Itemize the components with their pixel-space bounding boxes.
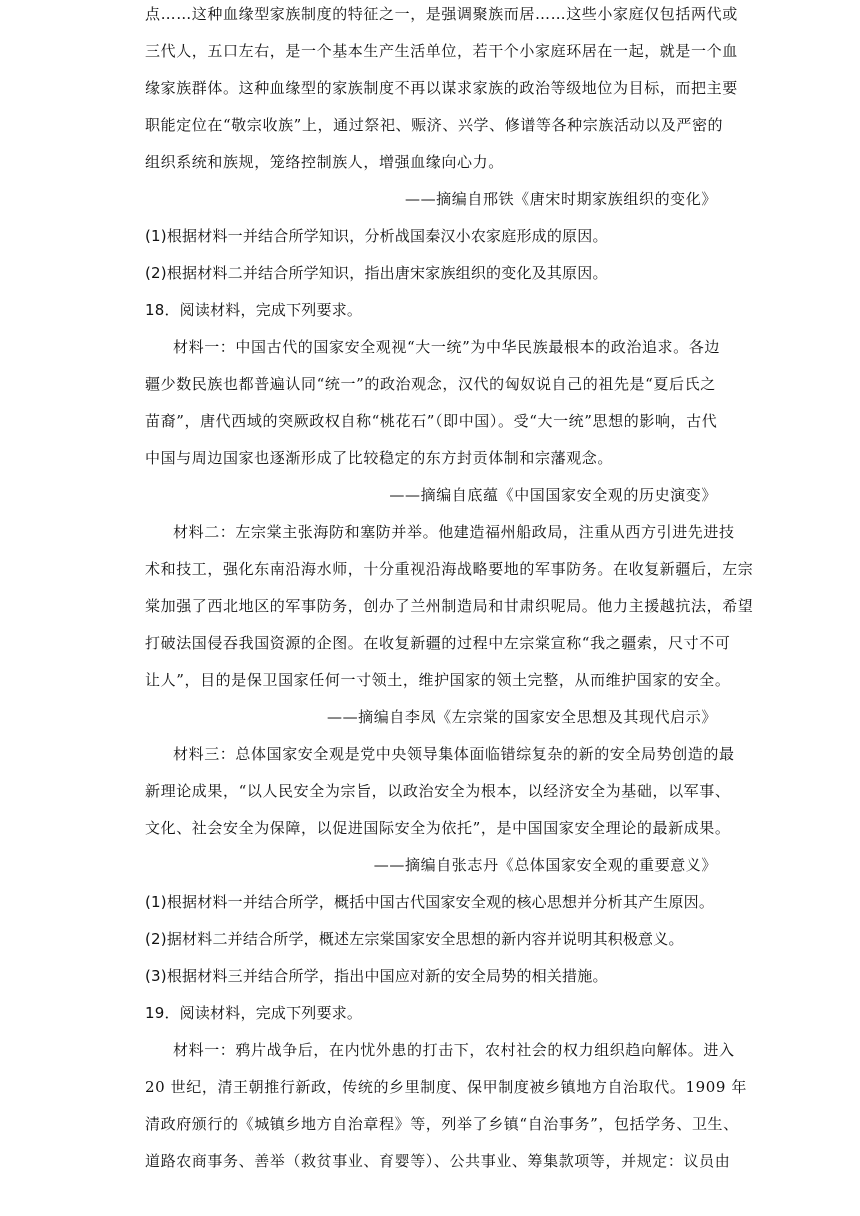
- text-line: 清政府颁行的《城镇乡地方自治章程》等，列举了乡镇“自治事务”，包括学务、卫生、: [145, 1115, 739, 1133]
- text-line: 三代人，五口左右，是一个基本生产生活单位，若干个小家庭环居在一起，就是一个血: [145, 42, 738, 60]
- text-line: 材料一：鸦片战争后，在内忧外患的打击下，农村社会的权力组织趋向解体。进入: [173, 1041, 735, 1059]
- question-item: (3)根据材料三并结合所学，指出中国应对新的安全局势的相关措施。: [145, 967, 608, 985]
- question-item: (2)根据材料二并结合所学知识，指出唐宋家族组织的变化及其原因。: [145, 264, 608, 282]
- text-line: 术和技工，强化东南沿海水师，十分重视沿海战略要地的军事防务。在收复新疆后，左宗: [145, 560, 754, 578]
- text-line: 缘家族群体。这种血缘型的家族制度不再以谋求家族的政治等级地位为目标，而把主要: [145, 79, 738, 97]
- text-line: 疆少数民族也都普遍认同“统一”的政治观念，汉代的匈奴说自己的祖先是“夏后氏之: [145, 375, 716, 393]
- text-line: 点……这种血缘型家族制度的特征之一，是强调聚族而居……这些小家庭仅包括两代或: [145, 5, 738, 23]
- text-line: 中国与周边国家也逐渐形成了比较稳定的东方封贡体制和宗藩观念。: [145, 449, 614, 467]
- text-line: 材料三：总体国家安全观是党中央领导集体面临错综复杂的新的安全局势创造的最: [173, 745, 735, 763]
- text-line: 苗裔”，唐代西域的突厥政权自称“桃花石”（即中国）。受“大一统”思想的影响，古代: [145, 412, 718, 430]
- source-citation: ——摘编自张志丹《总体国家安全观的重要意义》: [373, 856, 717, 874]
- text-line: 让人”，目的是保卫国家任何一寸领土，维护国家的领土完整，从而维护国家的安全。: [145, 671, 731, 689]
- text-line: 打破法国侵吞我国资源的企图。在收复新疆的过程中左宗棠宣称“我之疆索，尺寸不可: [145, 634, 731, 652]
- text-line: 新理论成果，“以人民安全为宗旨，以政治安全为根本，以经济安全为基础，以军事、: [145, 782, 731, 800]
- text-line: 组织系统和族规，笼络控制族人，增强血缘向心力。: [145, 153, 504, 171]
- text-line: 棠加强了西北地区的军事防务，创办了兰州制造局和甘肃织呢局。他力主援越抗法，希望: [145, 597, 754, 615]
- question-heading: 19．阅读材料，完成下列要求。: [145, 1004, 363, 1022]
- question-item: (2)据材料二并结合所学，概述左宗棠国家安全思想的新内容并说明其积极意义。: [145, 930, 684, 948]
- question-item: (1)根据材料一并结合所学，概括中国古代国家安全观的核心思想并分析其产生原因。: [145, 893, 715, 911]
- text-line: 职能定位在“敬宗收族”上，通过祭祀、赈济、兴学、修谱等各种宗族活动以及严密的: [145, 116, 724, 134]
- text-line: 材料一：中国古代的国家安全观视“大一统”为中华民族最根本的政治追求。各边: [173, 338, 720, 356]
- text-line: 文化、社会安全为保障，以促进国际安全为依托”，是中国国家安全理论的最新成果。: [145, 819, 731, 837]
- source-citation: ——摘编自李凤《左宗棠的国家安全思想及其现代启示》: [326, 708, 717, 726]
- question-heading: 18．阅读材料，完成下列要求。: [145, 301, 363, 319]
- text-line: 材料二：左宗棠主张海防和塞防并举。他建造福州船政局，注重从西方引进先进技: [173, 523, 735, 541]
- source-citation: ——摘编自邢铁《唐宋时期家族组织的变化》: [404, 190, 717, 208]
- text-line: 道路农商事务、善举（救贫事业、育婴等）、公共事业、筹集款项等，并规定：议员由: [145, 1152, 731, 1170]
- source-citation: ——摘编自底蕴《中国国家安全观的历史演变》: [389, 486, 717, 504]
- text-line: 20 世纪，清王朝推行新政，传统的乡里制度、保甲制度被乡镇地方自治取代。1909 年: [145, 1078, 748, 1096]
- question-item: (1)根据材料一并结合所学知识，分析战国秦汉小农家庭形成的原因。: [145, 227, 608, 245]
